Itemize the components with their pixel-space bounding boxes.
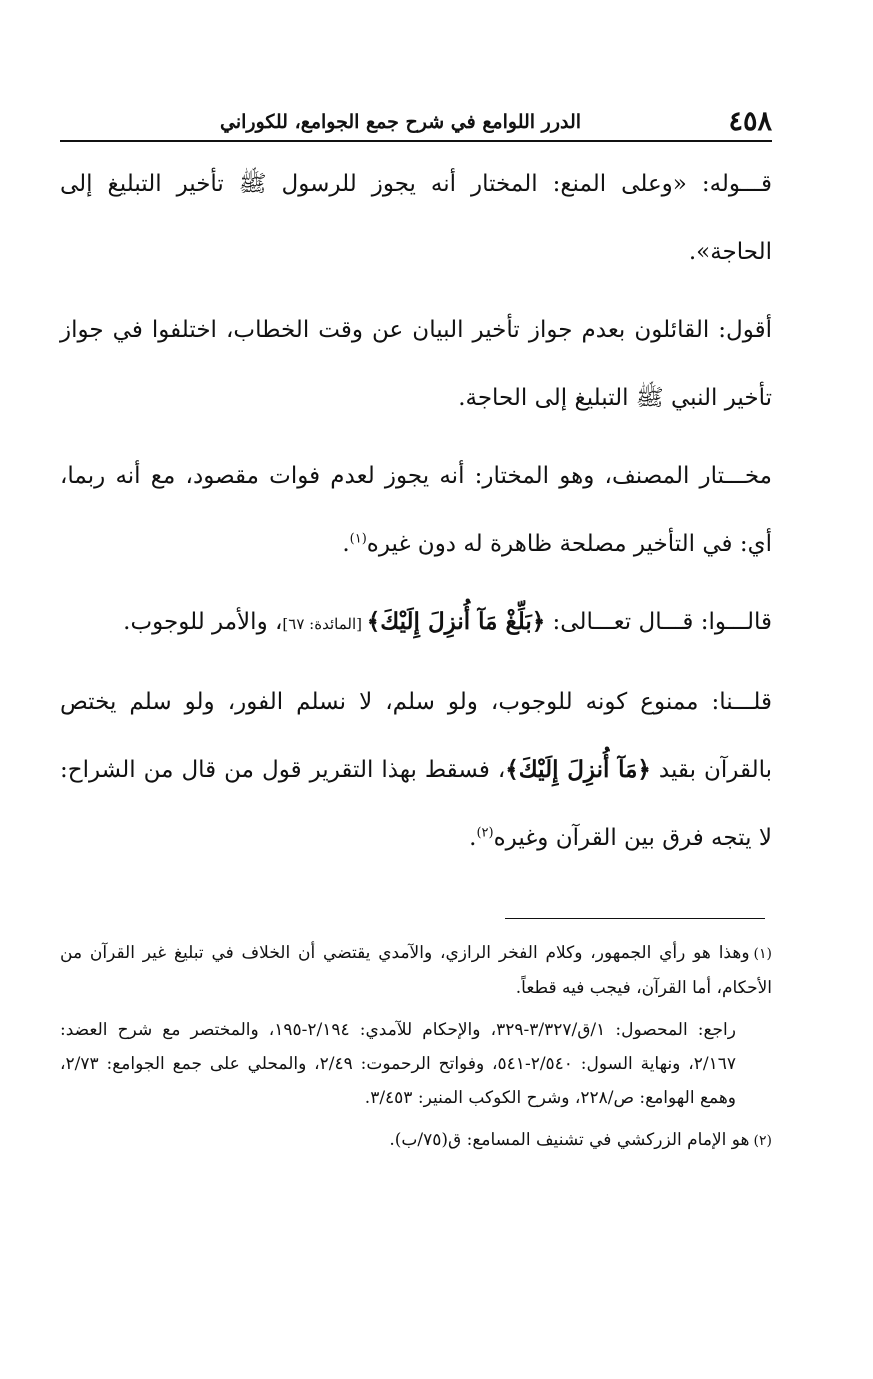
footnote-1-number: (١) bbox=[753, 946, 772, 962]
paragraph-quote-text: قـــوله: «وعلى المنع: المختار أنه يجوز للرسول ﷺ تأخير التبليغ إلى الحاجة». bbox=[60, 171, 772, 265]
footnotes bbox=[60, 936, 772, 1166]
footnote-1 bbox=[60, 936, 772, 1005]
paragraph-aqul-text: أقول: القائلون بعدم جواز تأخير البيان عن وقت الخطاب، اختلفوا في جواز تأخير النبي ﷺ التبليغ إلى الحاجة. bbox=[60, 317, 772, 411]
header-rule bbox=[60, 140, 772, 142]
paragraph-qalu bbox=[60, 588, 772, 658]
footnote-2 bbox=[60, 1123, 772, 1158]
main-text bbox=[60, 150, 772, 882]
footnote-2-text: هو الإمام الزركشي في تشنيف المسامع: ق(٧٥/ب). bbox=[389, 1130, 750, 1150]
paragraph-aqul bbox=[60, 296, 772, 432]
paragraph-qalu-lead: قالـــوا: قـــال تعـــالى: bbox=[545, 609, 772, 635]
footnote-marker-2[interactable]: (٢) bbox=[476, 825, 494, 841]
footnote-separator bbox=[505, 918, 765, 919]
running-title: الدرر اللوامع في شرح جمع الجوامع، للكوراني bbox=[220, 111, 582, 133]
paragraph-mukhtar: مخـــتار المصنف، وهو المختار: أنه يجوز لعدم فوات مقصود، مع أنه ربما، أي: في التأخير مصلحة ظاهرة له دون غيره$^{(١)}$. bbox=[60, 463, 772, 557]
paragraph-qulna bbox=[60, 668, 772, 872]
paragraph-quote bbox=[60, 150, 772, 286]
page-number: ٤٥٨ bbox=[728, 106, 772, 137]
paragraph-qalu-tail: ، والأمر للوجوب. bbox=[123, 609, 283, 635]
footnote-marker-1[interactable]: (١) bbox=[349, 531, 367, 547]
paragraph-qulna-lead: قلـــنا: ممنوع كونه للوجوب، ولو سلم، لا نسلم الفور، ولو سلم يختص بالقرآن بقيد bbox=[60, 689, 773, 783]
footnote-1-text: وهذا هو رأي الجمهور، وكلام الفخر الرازي، والآمدي يقتضي أن الخلاف في تبليغ غير القرآن من الأحكام، أما القرآن، فيجب فيه قطعاً. bbox=[60, 943, 772, 998]
quran-verse-ma-unzila: ﴿مَآ أُنزِلَ إِلَيْكَ﴾ bbox=[505, 756, 651, 783]
page-header bbox=[60, 98, 772, 138]
paragraph-mukhtar-text: مخـــتار المصنف، وهو المختار: أنه يجوز لعدم فوات مقصود، مع أنه ربما، أي: في التأخير مصلحة ظاهرة له دون غيره bbox=[60, 463, 772, 557]
paragraph-qulna-end: . bbox=[469, 825, 477, 851]
verse-reference: [المائدة: ٦٧] bbox=[282, 615, 367, 633]
footnote-1-references: راجع: المحصول: ١/ق/٣/٣٢٧-٣٢٩، والإحكام للآمدي: ٢/١٩٤-١٩٥، والمختصر مع شرح العضد: ٢/١٦٧، ونهاية السول: ٢/٥٤٠-٥٤١، وفواتح الرحموت: ٢/٤٩، والمحلي على جمع الجوامع: ٢/٧٣، وهمع الهوامع: ص/٢٢٨، وشرح الكوكب المنير: ٣/٤٥٣. bbox=[60, 1020, 736, 1108]
quran-verse-balligh: ﴿بَلِّغْ مَآ أُنزِلَ إِلَيْكَ﴾ bbox=[366, 608, 546, 635]
footnote-2-number: (٢) bbox=[753, 1133, 772, 1149]
paragraph-qulna-tail: ، فسقط بهذا التقرير قول من قال من الشراح: لا يتجه فرق بين القرآن وغيره bbox=[60, 757, 772, 851]
